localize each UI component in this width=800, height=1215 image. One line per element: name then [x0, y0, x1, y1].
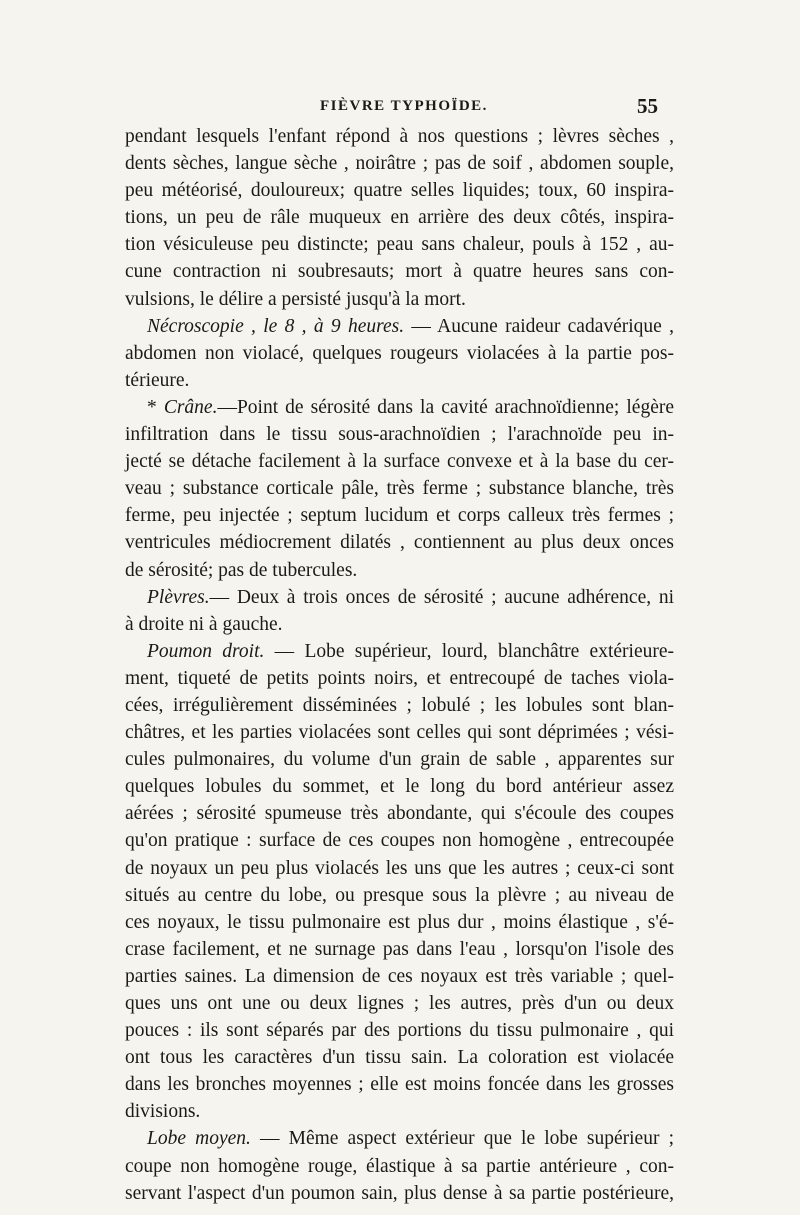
poumon-heading: Poumon droit. — [147, 640, 265, 662]
page-header — [130, 94, 658, 118]
text-line: pouces : ils sont séparés par des portions du tissu pulmonaire , qui — [125, 1020, 674, 1042]
text-line: tion vésiculeuse peu distincte; peau sans chaleur, pouls à 152 , au- — [125, 234, 674, 256]
lobe-moyen-heading: Lobe moyen. — [147, 1128, 251, 1150]
plevres-paragraph-start — [125, 584, 674, 611]
text-run: — Lobe supérieur, lourd, blanchâtre extérieure- — [264, 640, 674, 662]
poumon-paragraph-start — [125, 638, 674, 665]
crane-heading: Crâne. — [163, 396, 218, 418]
text-line: pendant lesquels l'enfant répond à nos questions ; lèvres sèches , — [125, 126, 674, 147]
text-line: qu'on pratique : surface de ces coupes non homogène , entrecoupée — [125, 830, 674, 852]
page-number: 55 — [637, 94, 658, 118]
text-run: — Deux à trois onces de sérosité ; aucune adhérence, ni — [209, 586, 674, 608]
text-line: cules pulmonaires, du volume d'un grain de sable , apparentes sur — [125, 749, 674, 771]
text-line: coupe non homogène rouge, élastique à sa partie antérieure , con- — [125, 1155, 674, 1177]
necroscopie-heading: Nécroscopie , le 8 , à 9 heures. — [147, 315, 405, 337]
plevres-heading: Plèvres. — [147, 586, 210, 608]
text-line: ment, tiqueté de petits points noirs, et entrecoupé de taches viola- — [125, 667, 674, 689]
text-line: tions, un peu de râle muqueux en arrière des deux côtés, inspira- — [125, 207, 674, 229]
text-line: de sérosité; pas de tubercules. — [125, 559, 358, 581]
text-line: jecté se détache facilement à la surface convexe et à la base du cer- — [125, 451, 674, 473]
body-text — [125, 123, 674, 1207]
text-line: infiltration dans le tissu sous-arachnoïdien ; l'arachnoïde peu in- — [125, 424, 674, 446]
text-line: cune contraction ni soubresauts; mort à quatre heures sans con- — [125, 261, 674, 283]
text-line: ces noyaux, le tissu pulmonaire est plus dur , moins élastique , s'é- — [125, 911, 674, 933]
text-line: peu météorisé, douloureux; quatre selles liquides; toux, 60 inspira- — [125, 180, 674, 202]
text-line: abdomen non violacé, quelques rougeurs violacées à la partie pos- — [125, 342, 674, 364]
text-line: dans les bronches moyennes ; elle est moins foncée dans les grosses — [125, 1074, 674, 1096]
text-run: —Point de sérosité dans la cavité arachnoïdienne; légère — [217, 396, 675, 418]
text-line: situés au centre du lobe, ou presque sous la plèvre ; au niveau de — [125, 884, 674, 906]
text-line: aérées ; sérosité spumeuse très abondante, qui s'écoule des coupes — [125, 803, 674, 825]
text-line: divisions. — [125, 1101, 201, 1123]
lobe-moyen-paragraph-start — [125, 1125, 674, 1152]
text-line: ont tous les caractères d'un tissu sain. La coloration est violacée — [125, 1047, 674, 1069]
text-line: ventricules médiocrement dilatés , contiennent au plus deux onces — [125, 532, 674, 554]
text-line: crase facilement, et ne surnage pas dans l'eau , lorsqu'on l'isole des — [125, 938, 674, 960]
text-line: vulsions, le délire a persisté jusqu'à la mort. — [125, 288, 466, 310]
crane-paragraph-start — [125, 394, 674, 421]
text-line: parties saines. La dimension de ces noyaux est très variable ; quel- — [125, 965, 674, 987]
running-title: FIÈVRE TYPHOÏDE. — [320, 98, 488, 114]
text-line: térieure. — [125, 369, 190, 391]
text-line: servant l'aspect d'un poumon sain, plus dense à sa partie postérieure, — [125, 1182, 674, 1204]
text-line: quelques lobules du sommet, et le long du bord antérieur assez — [125, 776, 674, 798]
text-line: châtres, et les parties violacées sont celles qui sont déprimées ; vési- — [125, 722, 674, 744]
text-line: veau ; substance corticale pâle, très ferme ; substance blanche, très — [125, 478, 674, 500]
text-line: dents sèches, langue sèche , noirâtre ; pas de soif , abdomen souple, — [125, 153, 674, 175]
text-line: de noyaux un peu plus violacés les uns que les autres ; ceux-ci sont — [125, 857, 674, 879]
necroscopie-paragraph-start — [125, 313, 674, 340]
text-line: ferme, peu injectée ; septum lucidum et corps calleux très fermes ; — [125, 505, 674, 527]
text-line: ques uns ont une ou deux lignes ; les autres, près d'un ou deux — [125, 993, 674, 1014]
text-run: — Même aspect extérieur que le lobe supérieur ; — [250, 1128, 674, 1150]
text-line: cées, irrégulièrement disséminées ; lobulé ; les lobules sont blan- — [125, 694, 674, 716]
footnote-mark: * — [147, 396, 157, 418]
text-run: — Aucune raideur cadavérique , — [404, 315, 675, 337]
text-line: à droite ni à gauche. — [125, 613, 283, 635]
